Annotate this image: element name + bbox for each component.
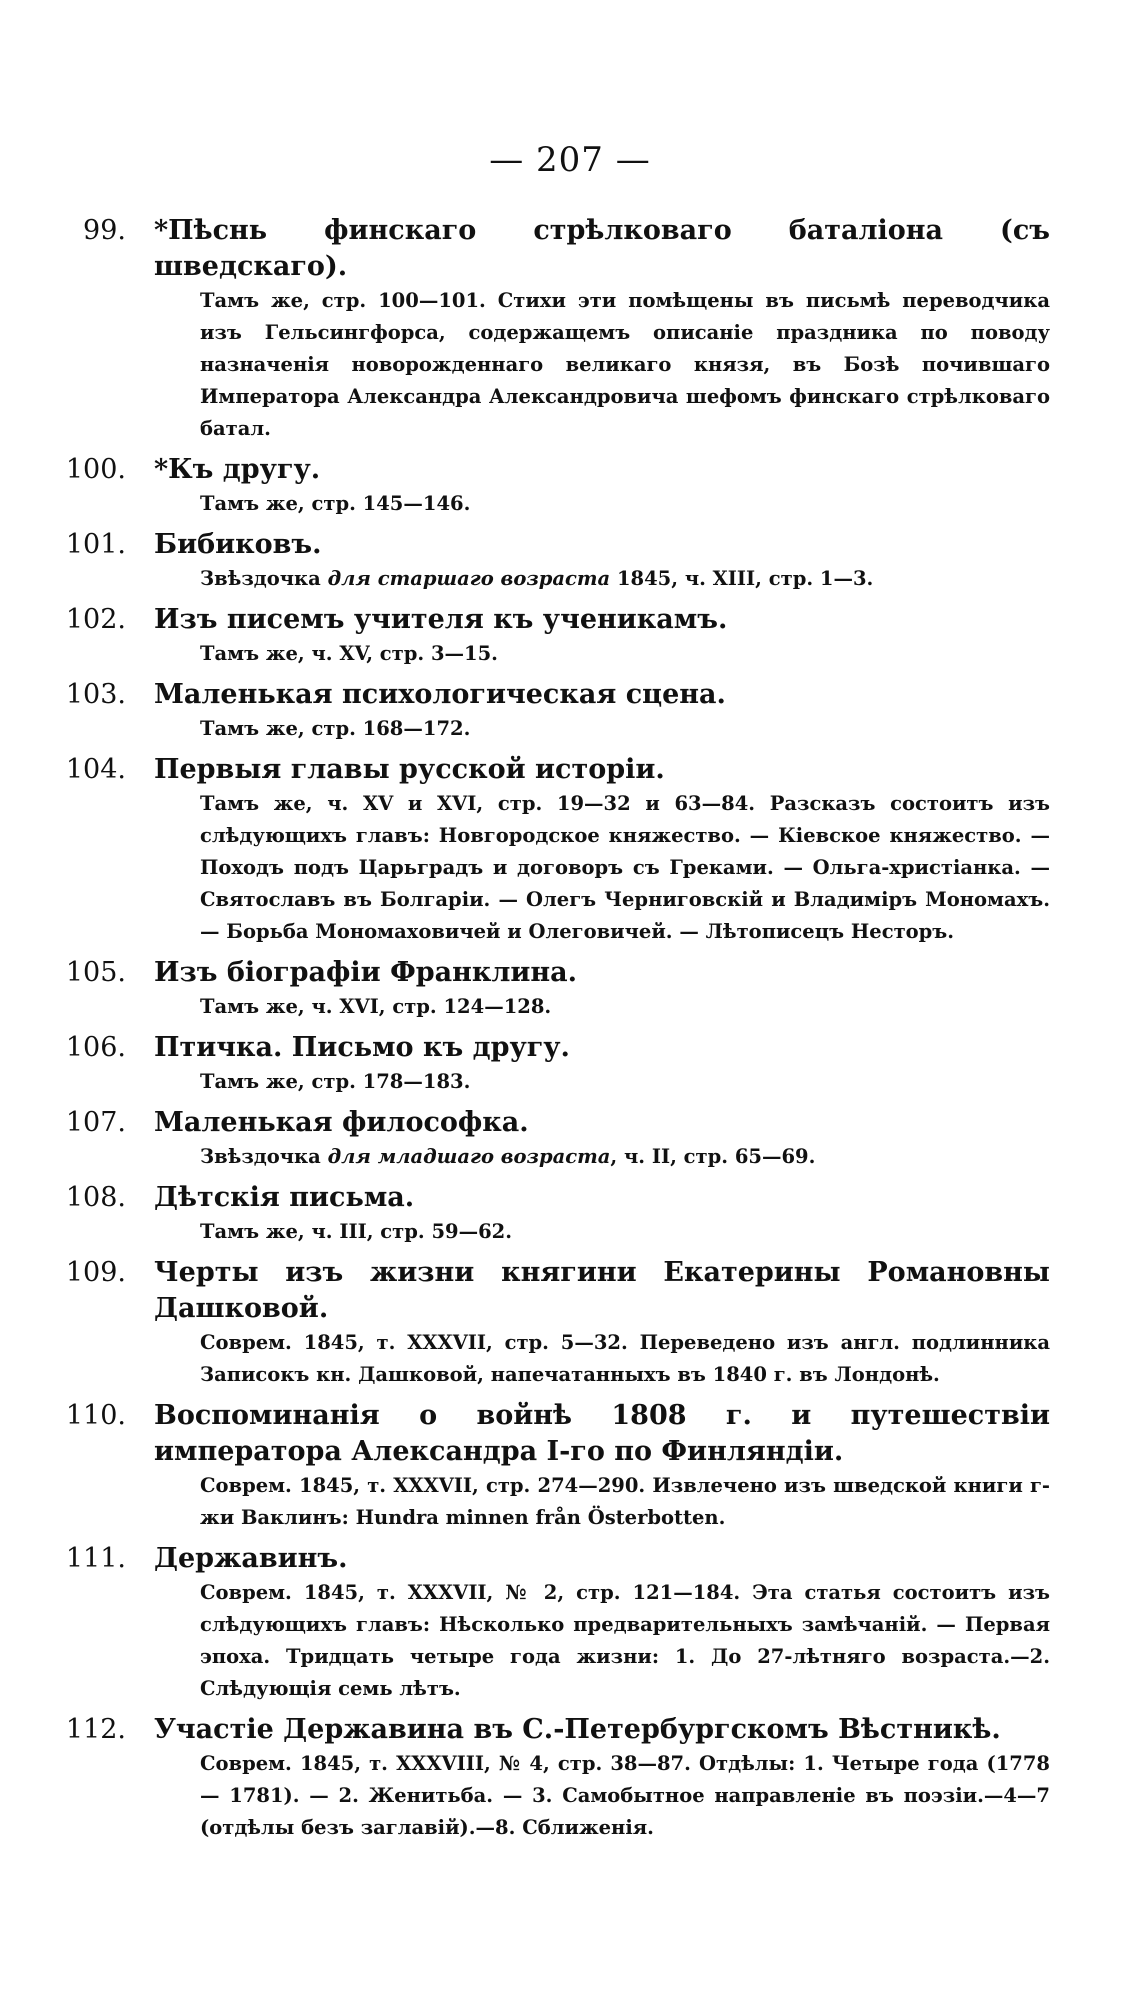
- entry-source: Тамъ же, ч. XV и XVI, стр. 19—32 и 63—84. Разсказъ состоитъ изъ слѣдующихъ главъ: Новгородское княжество. — Кіевское княжество. — Походъ подъ Царьградъ и договоръ съ Греками. — Ольга-христіанка. — Святославъ въ Болгаріи. — Олегъ Черниговскій и Владиміръ Мономахъ. — Борьба Мономаховичей и Олеговичей. — Лѣтописецъ Несторъ.: [200, 792, 1050, 943]
- entry-number: 106.: [65, 1032, 126, 1063]
- entry-source: [200, 285, 1050, 445]
- entry-99: [40, 213, 1050, 445]
- entry-title: Маленькая философка.: [154, 1107, 529, 1138]
- entry-number: 110.: [65, 1400, 126, 1431]
- entry-title: Бибиковъ.: [154, 529, 322, 560]
- entry-source: [200, 1141, 1050, 1173]
- entry-source: Тамъ же, ч. XV, стр. 3—15.: [200, 642, 498, 665]
- entry-number: 109.: [65, 1257, 126, 1288]
- source-italic: для старшаго возраста: [327, 567, 611, 590]
- entry-title: Державинъ.: [154, 1543, 348, 1574]
- entry-number: 112.: [65, 1714, 126, 1745]
- entry-title: Первыя главы русской исторіи.: [154, 754, 665, 785]
- entry-number: 105.: [65, 957, 126, 988]
- entry-number: 108.: [65, 1182, 126, 1213]
- entry-title: *Пѣснь финскаго стрѣлковаго баталіона (съ шведскаго).: [154, 215, 1050, 282]
- source-prefix: Звѣздочка: [200, 1145, 328, 1168]
- entry-source: Тамъ же, стр. 168—172.: [200, 717, 471, 740]
- source-italic: для младшаго возраста: [327, 1145, 611, 1168]
- source-prefix: Звѣздочка: [200, 567, 328, 590]
- entry-106: [40, 1030, 1050, 1098]
- entry-108: [40, 1180, 1050, 1248]
- entry-number: 100.: [65, 454, 126, 485]
- entry-104: [40, 752, 1050, 948]
- entry-title: *Къ другу.: [154, 454, 321, 485]
- entry-source: Тамъ же, стр. 145—146.: [200, 492, 471, 515]
- entry-112: [40, 1712, 1050, 1844]
- entry-source: Соврем. 1845, т. XXXVII, № 2, стр. 121—184. Эта статья состоитъ изъ слѣдующихъ главъ: Нѣсколько предварительныхъ замѣчаній. — Первая эпоха. Тридцать четыре года жизни: 1. До 27-лѣтняго возраста.—2. Слѣдующія семь лѣтъ.: [200, 1581, 1050, 1700]
- entry-title: Участіе Державина въ С.-Петербургскомъ Вѣстникѣ.: [154, 1714, 1001, 1745]
- entry-number: 111.: [65, 1543, 126, 1574]
- entry-103: [40, 677, 1050, 745]
- entry-title: Изъ писемъ учителя къ ученикамъ.: [154, 604, 728, 635]
- page-number: — 207 —: [489, 140, 651, 180]
- entry-source-text: Тамъ же, стр. 100—101. Стихи эти помѣщены въ письмѣ переводчика изъ Гельсингфорса, содержащемъ описаніе праздника по поводу назначенія новорожденнаго великаго князя, въ Бозѣ почившаго Императора Александра Александровича шефомъ финскаго стрѣлковаго батал.: [200, 289, 1050, 440]
- source-suffix: , ч. II, стр. 65—69.: [610, 1145, 816, 1168]
- bibliography-list: [40, 213, 1050, 1851]
- entry-number: 104.: [65, 754, 126, 785]
- entry-source: Тамъ же, ч. III, стр. 59—62.: [200, 1220, 513, 1243]
- entry-source: Тамъ же, стр. 178—183.: [200, 1070, 471, 1093]
- entry-111: [40, 1541, 1050, 1705]
- entry-110: [40, 1398, 1050, 1534]
- entry-source: Соврем. 1845, т. XXXVII, стр. 274—290. Извлечено изъ шведской книги г-жи Ваклинъ: Hundra minnen från Österbotten.: [200, 1474, 1050, 1529]
- entry-source: Тамъ же, ч. XVI, стр. 124—128.: [200, 995, 552, 1018]
- entry-title: Птичка. Письмо къ другу.: [154, 1032, 570, 1063]
- entry-title: Воспоминанія о войнѣ 1808 г. и путешествіи императора Александра I-го по Финляндіи.: [154, 1400, 1050, 1467]
- entry-source: [200, 563, 1050, 595]
- entry-109: [40, 1255, 1050, 1391]
- entry-number: 99.: [83, 215, 126, 246]
- entry-source: Соврем. 1845, т. XXXVII, стр. 5—32. Переведено изъ англ. подлинника Записокъ кн. Дашковой, напечатанныхъ въ 1840 г. въ Лондонѣ.: [200, 1331, 1050, 1386]
- entry-number: 107.: [65, 1107, 126, 1138]
- entry-100: [40, 452, 1050, 520]
- entry-107: [40, 1105, 1050, 1173]
- entry-number: 103.: [65, 679, 126, 710]
- entry-102: [40, 602, 1050, 670]
- source-suffix: 1845, ч. XIII, стр. 1—3.: [610, 567, 874, 590]
- entry-title: Дѣтскія письма.: [154, 1182, 415, 1213]
- entry-105: [40, 955, 1050, 1023]
- entry-title: Черты изъ жизни княгини Екатерины Романовны Дашковой.: [154, 1257, 1050, 1324]
- entry-title: Изъ біографіи Франклина.: [154, 957, 578, 988]
- entry-title: Маленькая психологическая сцена.: [154, 679, 726, 710]
- entry-number: 102.: [65, 604, 126, 635]
- entry-source: Соврем. 1845, т. XXXVIII, № 4, стр. 38—87. Отдѣлы: 1. Четыре года (1778 — 1781). — 2. Женитьба. — 3. Самобытное направленіе въ поэзіи.—4—7 (отдѣлы безъ заглавій).—8. Сближенія.: [200, 1752, 1050, 1839]
- entry-101: [40, 527, 1050, 595]
- entry-number: 101.: [65, 529, 126, 560]
